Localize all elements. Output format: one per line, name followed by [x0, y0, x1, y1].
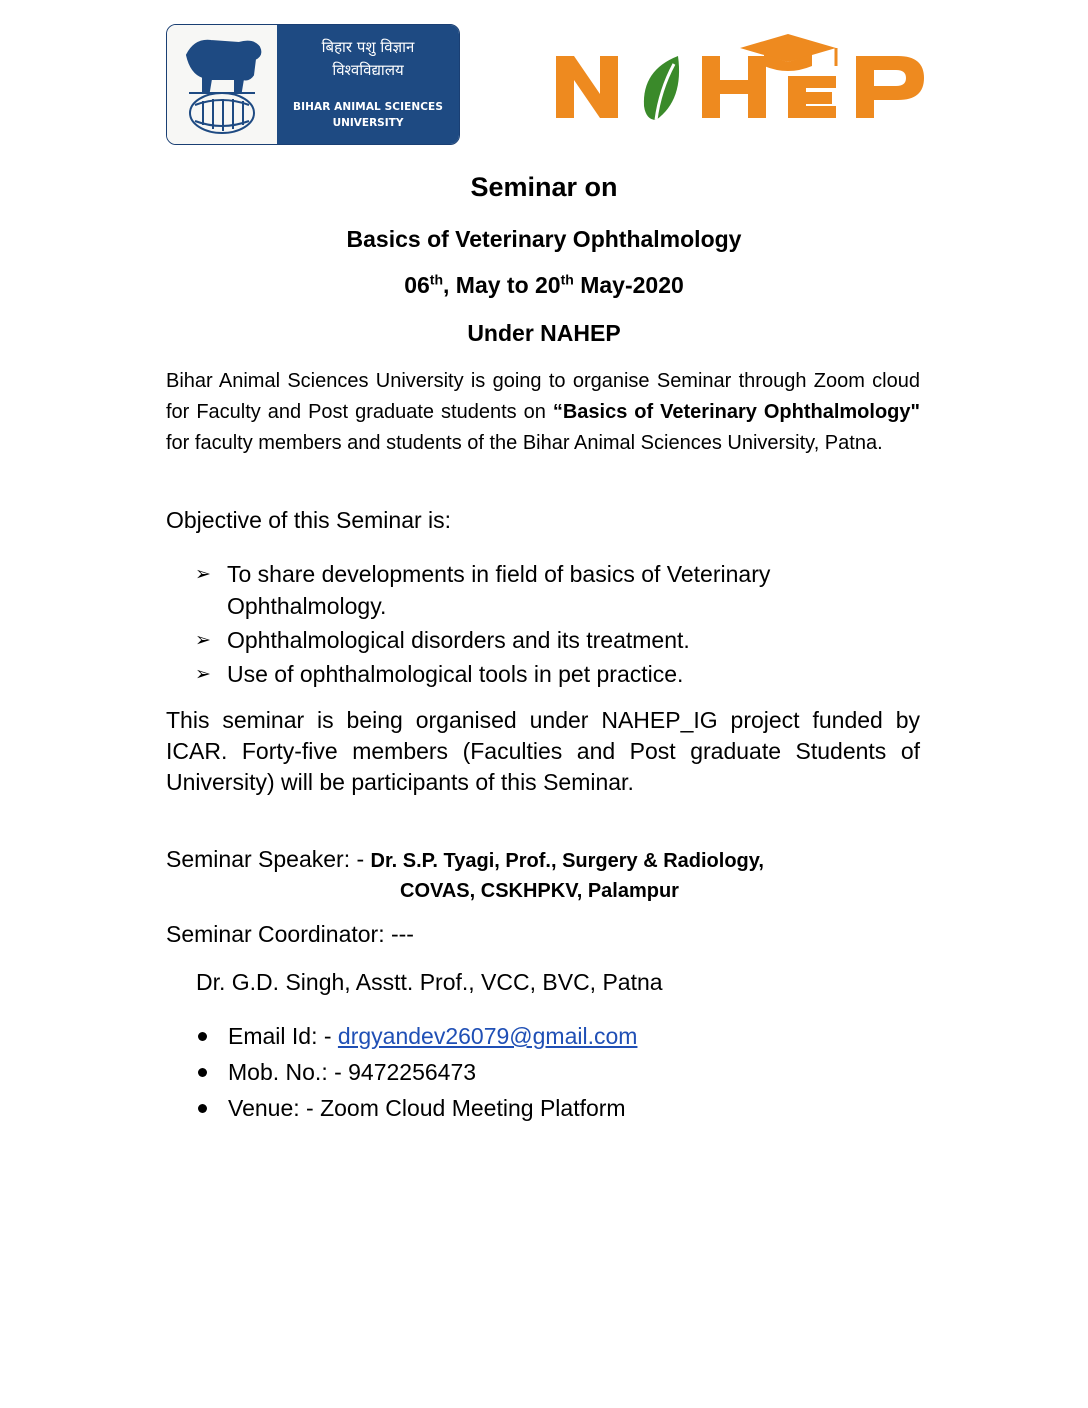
page-title: Seminar on: [470, 172, 618, 202]
intro-text-after: for faculty members and students of the Bihar Animal Sciences University, Patna.: [166, 432, 883, 454]
nahep-logo: [552, 30, 962, 130]
seminar-subtitle: Basics of Veterinary Ophthalmology: [346, 226, 742, 252]
intro-text-before: Bihar Animal Sciences University is going to organise Seminar through Zoom cloud for Faculty and Post graduate students on: [166, 370, 920, 423]
speaker-label: Seminar Speaker: -: [166, 846, 371, 872]
coordinator-label: Seminar Coordinator: ---: [166, 921, 414, 947]
bull-emblem-icon: [167, 25, 277, 144]
arrow-bullet-icon: ➢: [195, 629, 211, 651]
contact-list: [196, 1018, 637, 1126]
basu-hindi-line2: विश्वविद्यालय: [332, 61, 404, 79]
date-end: May-2020: [573, 272, 684, 298]
basu-english-line1: BIHAR ANIMAL SCIENCES: [293, 101, 443, 113]
list-item: [195, 658, 915, 690]
date-mid: , May to 20: [443, 272, 561, 298]
objective-item-text: Use of ophthalmological tools in pet practice.: [227, 661, 684, 687]
basu-logo: [166, 24, 460, 145]
arrow-bullet-icon: ➢: [195, 663, 211, 685]
list-item: [195, 558, 915, 622]
list-item: [195, 624, 915, 656]
objective-item-text: To share developments in field of basics of Veterinary Ophthalmology.: [227, 561, 771, 619]
email-label: Email Id: -: [228, 1023, 338, 1049]
speaker-line: [166, 846, 764, 873]
date-sup1: th: [429, 271, 443, 288]
bullet-dot-icon: [198, 1068, 207, 1077]
basu-text-block: [277, 25, 459, 144]
arrow-bullet-icon: ➢: [195, 563, 211, 585]
funding-paragraph: This seminar is being organised under NAHEP_IG project funded by ICAR. Forty-five members (Faculties and Post graduate Students of University) will be participants of this Seminar.: [166, 707, 920, 795]
email-link[interactable]: drgyandev26079@gmail.com: [337, 1023, 638, 1049]
seminar-dates: [0, 272, 1088, 299]
intro-paragraph: [166, 366, 920, 459]
venue-text: Venue: - Zoom Cloud Meeting Platform: [228, 1095, 626, 1121]
under-nahep-heading: Under NAHEP: [467, 320, 621, 346]
intro-bold-title: “Basics of Veterinary Ophthalmology": [552, 401, 920, 423]
speaker-affiliation: COVAS, CSKHPKV, Palampur: [400, 880, 679, 902]
mobile-number: Mob. No.: - 9472256473: [228, 1059, 477, 1085]
date-day1: 06: [404, 272, 430, 298]
bullet-dot-icon: [198, 1104, 207, 1113]
objective-heading: Objective of this Seminar is:: [166, 507, 452, 533]
list-item: [196, 1054, 637, 1090]
coordinator-name: Dr. G.D. Singh, Asstt. Prof., VCC, BVC, Patna: [196, 969, 663, 995]
objective-list: [195, 558, 915, 692]
basu-english-line2: UNIVERSITY: [332, 117, 404, 129]
objective-item-text: Ophthalmological disorders and its treatment.: [227, 627, 690, 653]
list-item: [196, 1018, 637, 1054]
date-sup2: th: [560, 271, 574, 288]
speaker-name: Dr. S.P. Tyagi, Prof., Surgery & Radiology,: [370, 850, 764, 872]
list-item: [196, 1090, 637, 1126]
bullet-dot-icon: [198, 1032, 207, 1041]
basu-hindi-line1: बिहार पशु विज्ञान: [321, 38, 415, 56]
